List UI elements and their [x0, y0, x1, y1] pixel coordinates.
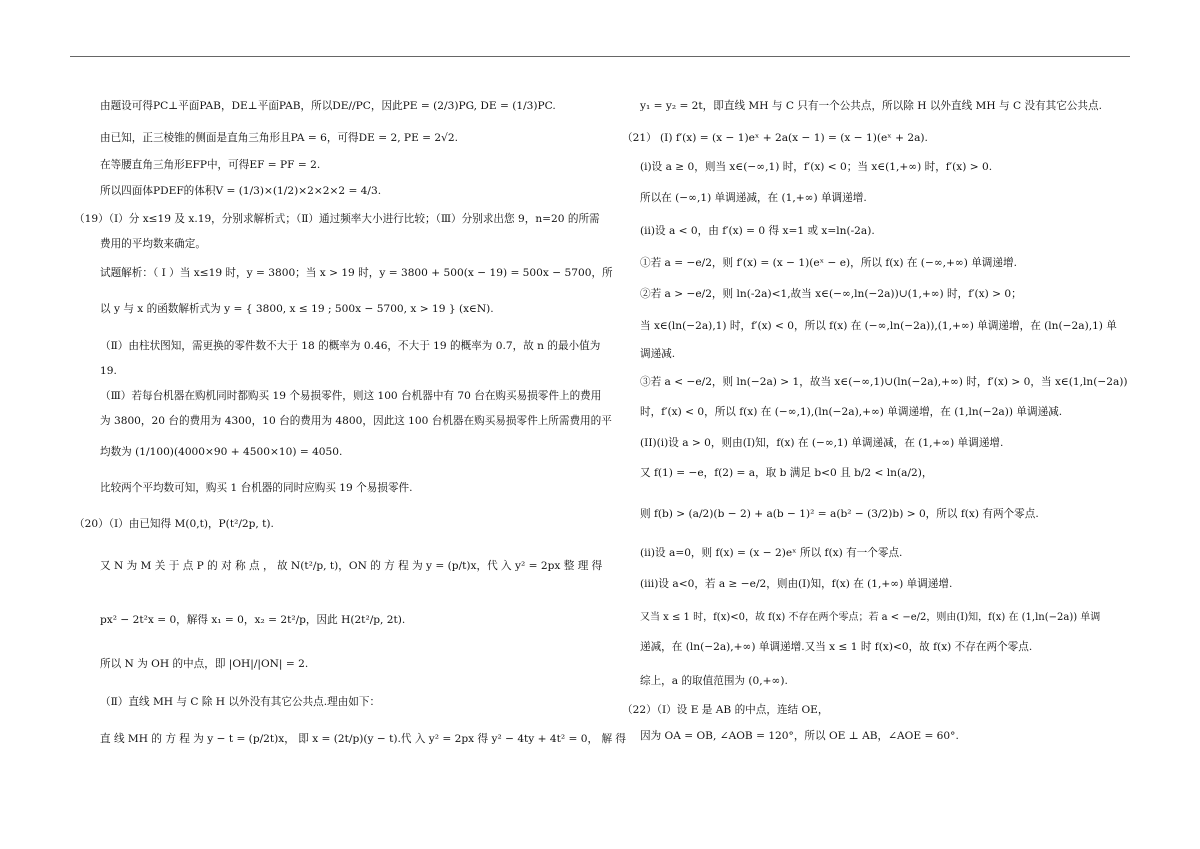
question-21: （21） (I) f′(x) = (x − 1)eˣ + 2a(x − 1) = (x − 1)(eˣ + 2a). — [622, 132, 928, 144]
text-line: (ii)设 a=0，则 f(x) = (x − 2)eˣ 所以 f(x) 有一个零点. — [640, 547, 903, 559]
text-line: 当 x∈(ln(−2a),1) 时，f′(x) < 0，所以 f(x) 在 (−∞,ln(−2a)),(1,+∞) 单调递增，在 (ln(−2a),1) 单 — [640, 320, 1117, 332]
text-line: ①若 a = −e/2，则 f′(x) = (x − 1)(eˣ − e)，所以 f(x) 在 (−∞,+∞) 单调递增. — [640, 257, 1017, 269]
text-line: 由已知，正三棱锥的侧面是直角三角形且PA = 6，可得DE = 2, PE = 2√2. — [100, 132, 459, 144]
text-line: 综上，a 的取值范围为 (0,+∞). — [640, 675, 788, 687]
text-line: （Ⅲ）若每台机器在购机同时都购买 19 个易损零件，则这 100 台机器中有 70 台在购买易损零件上的费用 — [100, 390, 602, 402]
text-line: 所以在 (−∞,1) 单调递减，在 (1,+∞) 单调递增. — [640, 192, 867, 204]
text-line: 为 3800，20 台的费用为 4300，10 台的费用为 4800，因此这 100 台机器在购买易损零件上所需费用的平 — [100, 415, 612, 427]
text-line: 直 线 MH 的 方 程 为 y − t = (p/2t)x， 即 x = (2t/p)(y − t).代 入 y² = 2px 得 y² − 4ty + 4t² = 0， 解 得 — [100, 733, 627, 745]
text-line: 因为 OA = OB, ∠AOB = 120°，所以 OE ⊥ AB，∠AOE = 60°. — [640, 730, 959, 742]
header-rule — [70, 56, 1130, 57]
text-line: 19. — [100, 365, 117, 377]
text-line: 均数为 (1/100)(4000×90 + 4500×10) = 4050. — [100, 446, 343, 458]
question-22: （22）（Ⅰ）设 E 是 AB 的中点，连结 OE， — [622, 704, 829, 716]
text-line: （Ⅱ）直线 MH 与 C 除 H 以外没有其它公共点.理由如下： — [100, 696, 381, 708]
text-line: y₁ = y₂ = 2t，即直线 MH 与 C 只有一个公共点，所以除 H 以外直线 MH 与 C 没有其它公共点. — [640, 100, 1102, 112]
text-line: 比较两个平均数可知，购买 1 台机器的同时应购买 19 个易损零件. — [100, 482, 413, 494]
question-19: （19）（Ⅰ）分 x≤19 及 x.19，分别求解析式；（Ⅱ）通过频率大小进行比较；（Ⅲ）分别求出您 9，n=20 的所需 — [74, 213, 600, 225]
text-line: 试题解析：（ Ⅰ ）当 x≤19 时，y = 3800；当 x > 19 时，y = 3800 + 500(x − 19) = 500x − 5700，所 — [100, 267, 613, 279]
text-line: px² − 2t²x = 0，解得 x₁ = 0，x₂ = 2t²/p，因此 H(2t²/p, 2t). — [100, 614, 406, 626]
text-line: 调递减. — [640, 348, 676, 360]
text-line: (ii)设 a < 0，由 f′(x) = 0 得 x=1 或 x=ln(-2a). — [640, 225, 875, 237]
text-line: 以 y 与 x 的函数解析式为 y = { 3800, x ≤ 19 ; 500x − 5700, x > 19 } (x∈N). — [100, 303, 494, 315]
text-line: 所以 N 为 OH 的中点，即 |OH|/|ON| = 2. — [100, 658, 309, 670]
text-line: (i)设 a ≥ 0，则当 x∈(−∞,1) 时，f′(x) < 0；当 x∈(1,+∞) 时，f′(x) > 0. — [640, 161, 993, 173]
question-20: （20）（Ⅰ）由已知得 M(0,t)，P(t²/2p, t). — [74, 518, 274, 530]
text-line: 又 f(1) = −e，f(2) = a，取 b 满足 b<0 且 b/2 < ln(a/2)， — [640, 467, 933, 479]
text-line: 时，f′(x) < 0，所以 f(x) 在 (−∞,1),(ln(−2a),+∞) 单调递增，在 (1,ln(−2a)) 单调递减. — [640, 406, 1063, 418]
text-line: 在等腰直角三角形EFP中，可得EF = PF = 2. — [100, 159, 321, 171]
text-line: ③若 a < −e/2，则 ln(−2a) > 1，故当 x∈(−∞,1)∪(ln(−2a),+∞) 时，f′(x) > 0，当 x∈(1,ln(−2a)) — [640, 376, 1128, 388]
text-line: 又 N 为 M 关 于 点 P 的 对 称 点 ， 故 N(t²/p, t)，ON 的 方 程 为 y = (p/t)x，代 入 y² = 2px 整 理 得 — [100, 560, 603, 572]
text-line: ②若 a > −e/2，则 ln(-2a)<1,故当 x∈(−∞,ln(−2a))∪(1,+∞) 时，f′(x) > 0； — [640, 288, 1022, 300]
text-line: 费用的平均数来确定。 — [100, 238, 206, 250]
text-line: 递减，在 (ln(−2a),+∞) 单调递增.又当 x ≤ 1 时 f(x)<0，故 f(x) 不存在两个零点. — [640, 641, 1033, 653]
text-line: 所以四面体PDEF的体积V = (1/3)×(1/2)×2×2×2 = 4/3. — [100, 185, 382, 197]
text-line: 又当 x ≤ 1 时，f(x)<0，故 f(x) 不存在两个零点；若 a < −e/2，则由(I)知，f(x) 在 (1,ln(−2a)) 单调 — [640, 612, 1101, 623]
text-line: (iii)设 a<0，若 a ≥ −e/2，则由(I)知，f(x) 在 (1,+∞) 单调递增. — [640, 578, 953, 590]
text-line: （Ⅱ）由柱状图知，需更换的零件数不大于 18 的概率为 0.46，不大于 19 的概率为 0.7，故 n 的最小值为 — [100, 340, 601, 352]
text-line: (II)(i)设 a > 0，则由(I)知，f(x) 在 (−∞,1) 单调递减，在 (1,+∞) 单调递增. — [640, 437, 1004, 449]
text-line: 则 f(b) > (a/2)(b − 2) + a(b − 1)² = a(b² − (3/2)b) > 0，所以 f(x) 有两个零点. — [640, 508, 1039, 520]
text-line: 由题设可得PC⊥平面PAB，DE⊥平面PAB，所以DE//PC，因此PE = (2/3)PG, DE = (1/3)PC. — [100, 100, 556, 112]
